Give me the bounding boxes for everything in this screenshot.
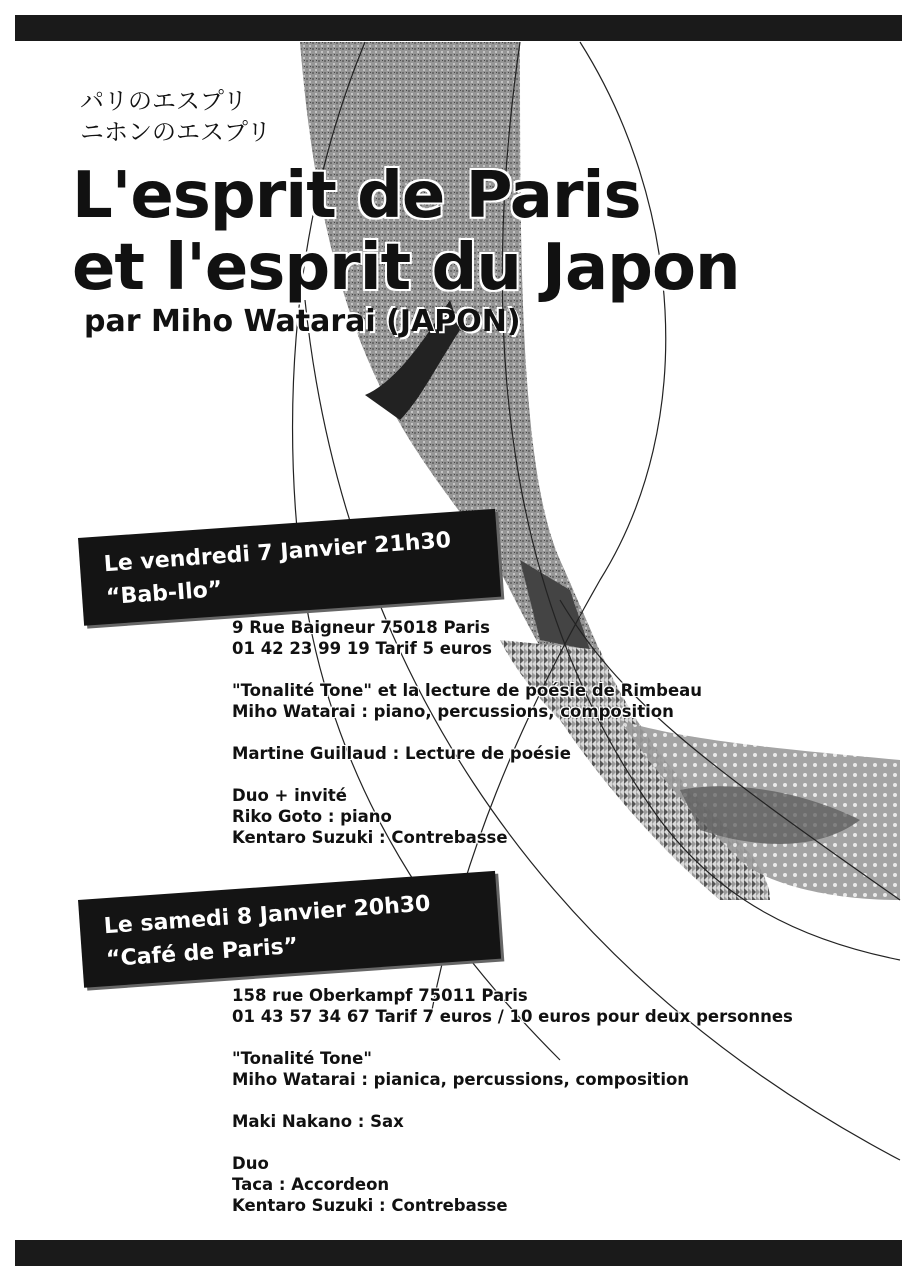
event2-phone-price: 01 43 57 34 67 Tarif 7 euros / 10 euros pour deux personnes <box>232 1007 793 1026</box>
poster-title <box>72 160 740 304</box>
event1-performer-3: Riko Goto : piano <box>232 807 392 826</box>
event2-group: Duo <box>232 1154 269 1173</box>
artist-line: par Miho Watarai (JAPON) <box>84 304 521 339</box>
event2-venue: “Café de Paris” <box>105 933 299 973</box>
event1-phone-price: 01 42 23 99 19 Tarif 5 euros <box>232 639 492 658</box>
event2-program: "Tonalité Tone" <box>232 1049 372 1068</box>
jp-line-1: パリのエスプリ <box>80 87 248 115</box>
event2-details <box>232 985 793 1216</box>
event1-performer-1: Miho Watarai : piano, percussions, composition <box>232 702 674 721</box>
bottom-border-bar <box>15 1240 902 1266</box>
event2-performer-3: Taca : Accordeon <box>232 1175 390 1194</box>
event1-group: Duo + invité <box>232 786 347 805</box>
event2-performer-1: Miho Watarai : pianica, percussions, composition <box>232 1070 690 1089</box>
japanese-subtitle <box>80 86 271 148</box>
event1-details <box>232 617 702 848</box>
event1-program: "Tonalité Tone" et la lecture de poésie de Rimbeau <box>232 681 703 700</box>
event2-address: 158 rue Oberkampf 75011 Paris <box>232 986 528 1005</box>
event1-address: 9 Rue Baigneur 75018 Paris <box>232 618 490 637</box>
event1-venue: “Bab-Ilo” <box>105 577 224 611</box>
title-line-2: et l'esprit du Japon <box>72 231 740 305</box>
title-line-1: L'esprit de Paris <box>72 159 641 233</box>
event1-date: Le vendredi 7 Janvier 21h30 <box>103 528 452 578</box>
event2-performer-2: Maki Nakano : Sax <box>232 1112 404 1131</box>
event2-performer-4: Kentaro Suzuki : Contrebasse <box>232 1196 508 1215</box>
event1-performer-4: Kentaro Suzuki : Contrebasse <box>232 828 508 847</box>
jp-line-2: ニホンのエスプリ <box>80 118 272 146</box>
event1-performer-2: Martine Guillaud : Lecture de poésie <box>232 744 571 763</box>
event2-date: Le samedi 8 Janvier 20h30 <box>103 891 432 940</box>
